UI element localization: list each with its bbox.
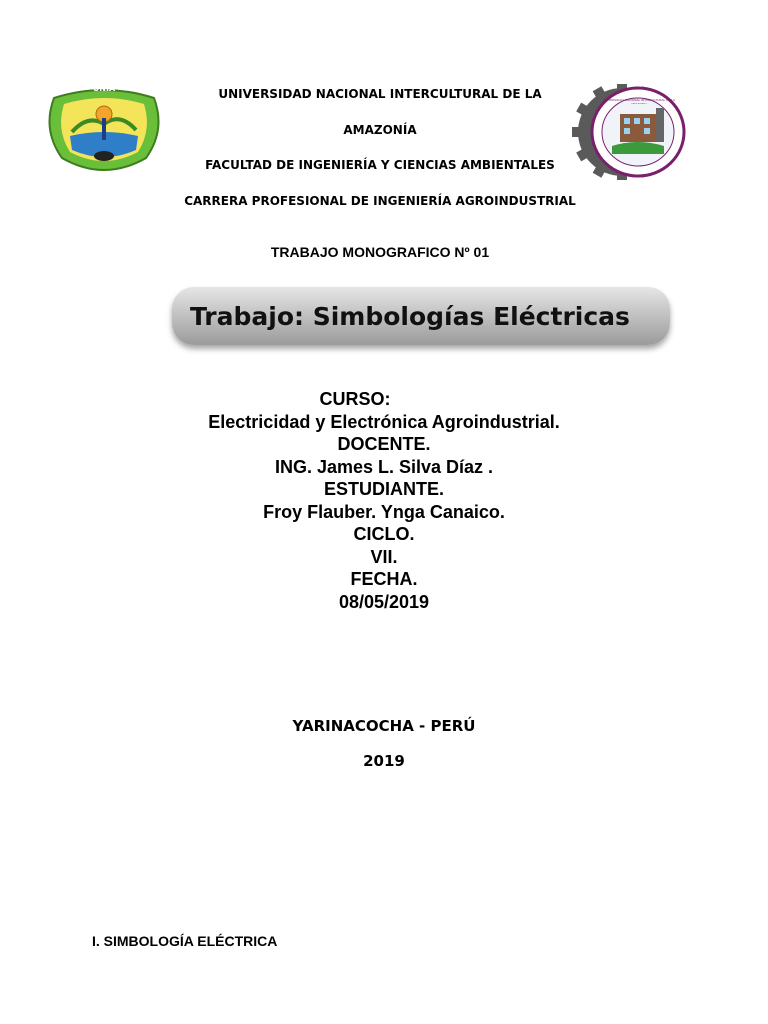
place: YARINACOCHA - PERÚ xyxy=(292,717,476,735)
title-banner xyxy=(172,287,670,345)
student-label: ESTUDIANTE. xyxy=(323,479,444,499)
student-value: Froy Flauber. Ynga Canaico. xyxy=(263,501,505,522)
cycle-value: VII. xyxy=(370,546,398,567)
teacher-value: ING. James L. Silva Díaz . xyxy=(274,456,494,477)
cycle-label: CICLO. xyxy=(353,524,415,544)
date-value: 08/05/2019 xyxy=(338,591,430,612)
section-heading: I. SIMBOLOGÍA ELÉCTRICA xyxy=(92,933,278,949)
teacher-label: DOCENTE. xyxy=(337,434,431,454)
university-name-line2: AMAZONÍA xyxy=(343,123,417,137)
work-number: TRABAJO MONOGRAFICO Nº 01 xyxy=(270,244,490,260)
career-name: CARRERA PROFESIONAL DE INGENIERÍA AGROINDUSTRIAL xyxy=(184,194,576,208)
year: 2019 xyxy=(363,752,405,770)
info-block xyxy=(0,388,768,613)
document-title: Trabajo: Simbologías Eléctricas xyxy=(190,301,630,331)
faculty-name: FACULTAD DE INGENIERÍA Y CIENCIAS AMBIENTALES xyxy=(205,158,555,172)
date-label: FECHA. xyxy=(350,569,418,589)
course-value: Electricidad y Electrónica Agroindustrial. xyxy=(208,411,560,432)
unia-logo xyxy=(42,84,166,176)
university-name-line1: UNIVERSIDAD NACIONAL INTERCULTURAL DE LA xyxy=(218,87,542,101)
faculty-logo-text: UNIVERSIDAD NACIONAL INTERCULTURAL DE LA AMAZONÍA xyxy=(602,98,676,104)
course-label: CURSO: xyxy=(319,389,391,409)
unia-logo-text: UNIA xyxy=(92,84,116,93)
